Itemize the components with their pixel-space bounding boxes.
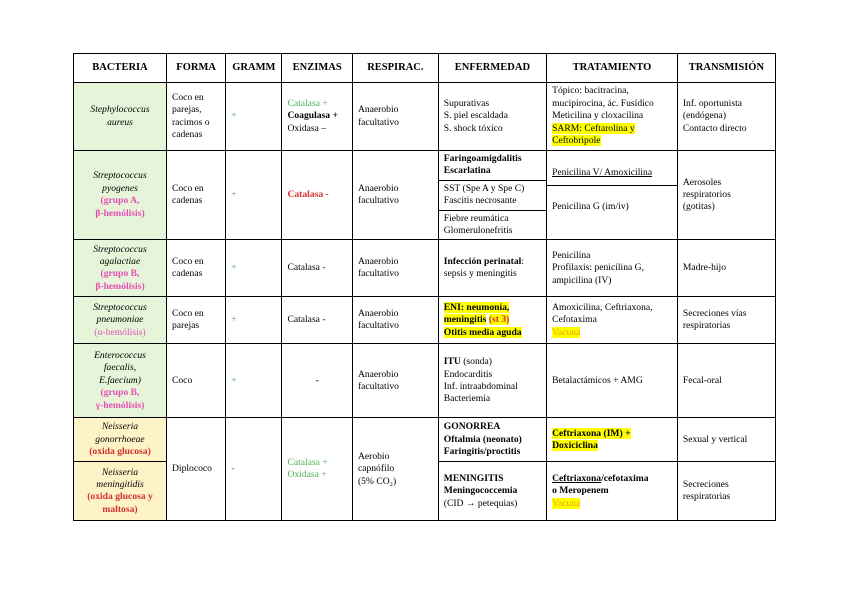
enfermedad-cell: GONORREA Oftalmia (neonato) Faringitis/proctitis: [438, 418, 546, 462]
enzimas-cell: -: [282, 344, 353, 418]
respiracion-cell: Anaerobio facultativo: [352, 240, 438, 297]
forma-cell: Coco en parejas: [166, 297, 225, 344]
gram-cell: +: [226, 151, 282, 240]
enfermedad-cell: Faringoamigdalitis Escarlatina SST (Spe A y Spe C) Fascitis necrosante Fiebre reumática Glomerulonefritis: [438, 151, 546, 240]
enzimas-cell: Catalasa -: [282, 240, 353, 297]
gram-cell: +: [226, 240, 282, 297]
transmision-cell: Secreciones vías respiratorias: [677, 297, 775, 344]
bacteria-name: Streptococcus agalactiae (grupo B, β-hemólisis): [74, 240, 167, 297]
bacteria-name: Streptococcus pneumoniae (α-hemólisis): [74, 297, 167, 344]
enzimas-cell: Catalasa -: [282, 297, 353, 344]
bacteria-name: Stephylococcus aureus: [74, 83, 167, 151]
forma-cell: Coco: [166, 344, 225, 418]
enzimas-cell: Catalasa -: [282, 151, 353, 240]
bacteria-name: Neisseria gonorrhoeae (oxida glucosa): [74, 418, 167, 462]
header-transmision: TRANSMISIÓN: [677, 54, 775, 83]
gram-cell: +: [226, 344, 282, 418]
header-enzimas: ENZIMAS: [282, 54, 353, 83]
bacteria-name: Enterococcus faecalis, E.faecium) (grupo B, γ-hemólisis): [74, 344, 167, 418]
gram-cell: +: [226, 83, 282, 151]
transmision-cell: Secreciones respiratorias: [677, 462, 775, 521]
enzimas-cell: Catalasa + Coagulasa + Oxidasa –: [282, 83, 353, 151]
respiracion-cell: Anaerobio facultativo: [352, 344, 438, 418]
tratamiento-cell: Ceftriaxona (IM) + Doxiciclina: [547, 418, 678, 462]
bacteria-name: Neisseria meningitidis (oxida glucosa y maltosa): [74, 462, 167, 521]
forma-cell: Coco en cadenas: [166, 240, 225, 297]
enzimas-cell: Catalasa + Oxidasa +: [282, 418, 353, 521]
header-respirac: RESPIRAC.: [352, 54, 438, 83]
respiracion-cell: Anaerobio facultativo: [352, 151, 438, 240]
forma-cell: Diplococo: [166, 418, 225, 521]
header-enfermedad: ENFERMEDAD: [438, 54, 546, 83]
header-forma: FORMA: [166, 54, 225, 83]
transmision-cell: Madre-hijo: [677, 240, 775, 297]
header-bacteria: BACTERIA: [74, 54, 167, 83]
enfermedad-cell: Supurativas S. piel escaldada S. shock tóxico: [438, 83, 546, 151]
table-row: [74, 151, 776, 240]
respiracion-cell: Aerobio capnófilo (5% CO₂): [352, 418, 438, 521]
bacteria-table: [73, 53, 776, 521]
tratamiento-cell: Penicilina V/ Amoxicilina Penicilina G (im/iv): [547, 151, 678, 240]
tratamiento-cell: Penicilina Profilaxis: penicilina G, ampicilina (IV): [547, 240, 678, 297]
respiracion-cell: Anaerobio facultativo: [352, 297, 438, 344]
bacteria-name: Streptococcus pyogenes (grupo A, β-hemólisis): [74, 151, 167, 240]
enfermedad-cell: ENI: neumonía, meningitis (st 3) Otitis media aguda: [438, 297, 546, 344]
forma-cell: Coco en cadenas: [166, 151, 225, 240]
header-row: [74, 54, 776, 83]
table-row: [74, 297, 776, 344]
table-row: [74, 418, 776, 462]
table-row: [74, 83, 776, 151]
table-row: [74, 240, 776, 297]
forma-cell: Coco en parejas, racimos o cadenas: [166, 83, 225, 151]
enfermedad-cell: MENINGITIS Meningococcemia (CID → petequias): [438, 462, 546, 521]
transmision-cell: Fecal-oral: [677, 344, 775, 418]
respiracion-cell: Anaerobio facultativo: [352, 83, 438, 151]
tratamiento-cell: Ceftriaxona/cefotaxima o Meropenem Vacuna: [547, 462, 678, 521]
tratamiento-cell: Amoxicilina, Ceftriaxona, Cefotaxima Vacuna: [547, 297, 678, 344]
tratamiento-cell: Betalactámicos + AMG: [547, 344, 678, 418]
tratamiento-cell: Tópico: bacitracina, mucipirocina, ác. Fusídico Meticilina y cloxacilina SARM: Ceftarolina y Ceftobripole: [547, 83, 678, 151]
transmision-cell: Aerosoles respiratorios (gotitas): [677, 151, 775, 240]
enfermedad-cell: ITU (sonda) Endocarditis Inf. intraabdominal Bacteriemia: [438, 344, 546, 418]
header-tratamiento: TRATAMIENTO: [547, 54, 678, 83]
enfermedad-cell: Infección perinatal: sepsis y meningitis: [438, 240, 546, 297]
gram-cell: +: [226, 297, 282, 344]
transmision-cell: Inf. oportunista (endógena) Contacto directo: [677, 83, 775, 151]
transmision-cell: Sexual y vertical: [677, 418, 775, 462]
header-gramm: GRAMM: [226, 54, 282, 83]
gram-cell: -: [226, 418, 282, 521]
table-row: [74, 344, 776, 418]
